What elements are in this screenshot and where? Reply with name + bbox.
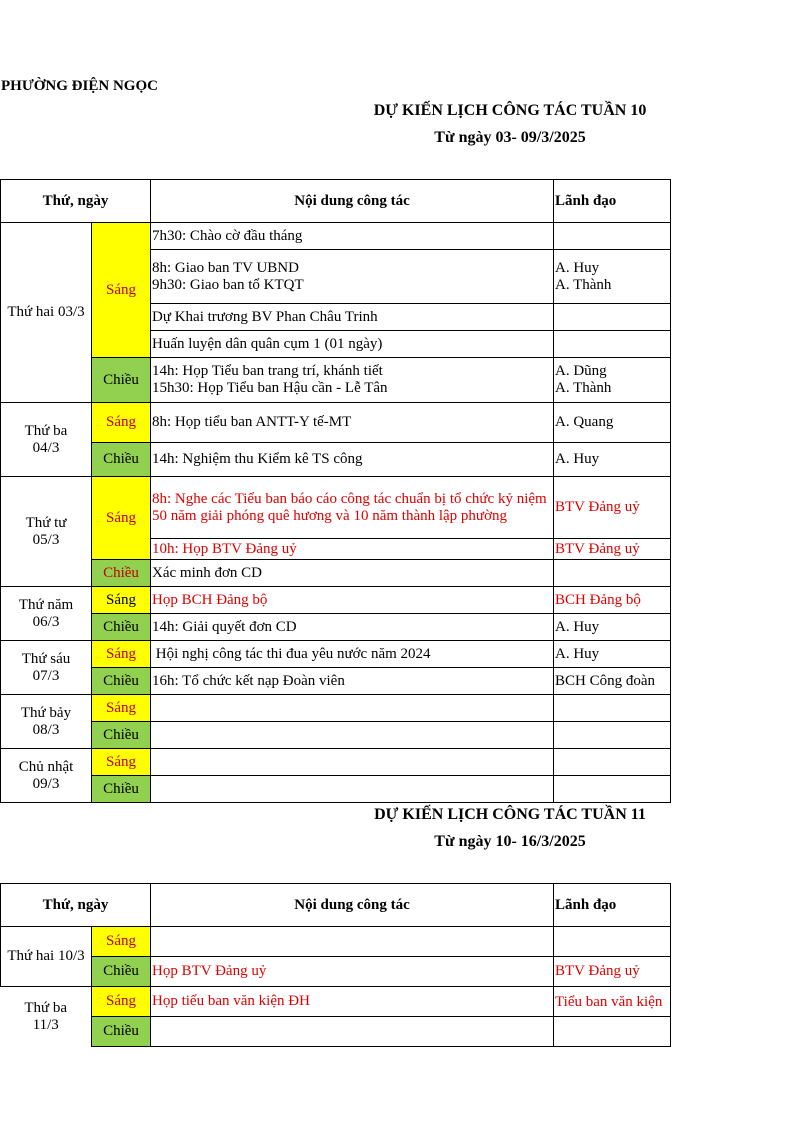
session-afternoon: Chiều [92,614,151,641]
content-cell: Xác minh đơn CD [151,560,554,587]
session-afternoon: Chiều [92,776,151,803]
day-cell: Thứ hai 10/3 [1,927,92,987]
day-cell: Thứ sáu 07/3 [1,641,92,695]
content-cell [151,749,554,776]
session-afternoon: Chiều [92,722,151,749]
table-row [1,477,671,539]
header-day: Thứ, ngày [1,180,151,223]
leader-cell: BTV Đảng uỷ [554,539,671,560]
session-morning: Sáng [92,749,151,776]
table-row [1,776,671,803]
leader-cell: Tiểu ban văn kiện [554,987,671,1017]
table-row [1,695,671,722]
session-morning: Sáng [92,641,151,668]
content-cell: Dự Khai trương BV Phan Châu Trinh [151,304,554,331]
leader-cell [554,560,671,587]
table-header-row [1,180,671,223]
table-row [1,668,671,695]
leader-cell: A. Dũng A. Thành [554,358,671,403]
table-row [1,641,671,668]
header-content: Nội dung công tác [151,884,554,927]
header-leader: Lãnh đạo [554,884,671,927]
table-row [1,927,671,957]
leader-cell: A. Huy [554,614,671,641]
week11-dates: Từ ngày 10- 16/3/2025 [434,833,586,850]
content-cell: 16h: Tổ chức kết nạp Đoàn viên [151,668,554,695]
week10-schedule-table [0,179,671,803]
leader-cell [554,223,671,250]
content-cell [151,722,554,749]
session-morning: Sáng [92,695,151,722]
leader-cell: A. Quang [554,403,671,443]
header-content: Nội dung công tác [151,180,554,223]
session-morning: Sáng [92,403,151,443]
leader-cell [554,722,671,749]
day-cell: Chủ nhật 09/3 [1,749,92,803]
table-row [1,443,671,477]
session-afternoon: Chiều [92,443,151,477]
leader-cell [554,304,671,331]
table-row [1,749,671,776]
content-cell: 10h: Họp BTV Đảng uỷ [151,539,554,560]
leader-cell: BTV Đảng uỷ [554,477,671,539]
day-cell: Thứ tư 05/3 [1,477,92,587]
table-row [1,223,671,250]
content-cell: Hội nghị công tác thi đua yêu nước năm 2024 [151,641,554,668]
session-morning: Sáng [92,587,151,614]
content-cell: Họp tiểu ban văn kiện ĐH [151,987,554,1017]
leader-cell: A. Huy [554,641,671,668]
session-morning: Sáng [92,223,151,358]
table-header-row [1,884,671,927]
leader-cell [554,695,671,722]
content-cell: Họp BTV Đảng uỷ [151,957,554,987]
leader-cell: BCH Công đoàn [554,668,671,695]
content-cell: 14h: Giải quyết đơn CD [151,614,554,641]
header-leader: Lãnh đạo [554,180,671,223]
leader-cell [554,927,671,957]
leader-cell: BCH Đảng bộ [554,587,671,614]
leader-cell: A. Huy [554,443,671,477]
content-cell [151,1017,554,1047]
leader-cell [554,776,671,803]
content-cell: 7h30: Chào cờ đầu tháng [151,223,554,250]
week10-title: DỰ KIẾN LỊCH CÔNG TÁC TUẦN 10 [373,102,647,119]
content-cell: 14h: Họp Tiểu ban trang trí, khánh tiết 15h30: Họp Tiểu ban Hậu cần - Lễ Tân [151,358,554,403]
table-row [1,614,671,641]
table-row [1,587,671,614]
content-cell: 8h: Giao ban TV UBND 9h30: Giao ban tổ KTQT [151,250,554,304]
content-cell [151,927,554,957]
content-cell [151,695,554,722]
table-row [1,957,671,987]
day-cell: Thứ ba 04/3 [1,403,92,477]
content-cell: 8h: Họp tiểu ban ANTT-Y tế-MT [151,403,554,443]
week10-dates: Từ ngày 03- 09/3/2025 [434,129,586,146]
table-row [1,403,671,443]
day-cell: Thứ năm 06/3 [1,587,92,641]
content-cell: Họp BCH Đảng bộ [151,587,554,614]
session-afternoon: Chiều [92,358,151,403]
table-row [1,987,671,1017]
table-row [1,1017,671,1047]
leader-cell: BTV Đảng uỷ [554,957,671,987]
day-cell: Thứ hai 03/3 [1,223,92,403]
session-afternoon: Chiều [92,1017,151,1047]
week11-schedule-table [0,883,671,1047]
leader-cell [554,331,671,358]
session-afternoon: Chiều [92,560,151,587]
day-cell: Thứ ba 11/3 [1,987,92,1047]
leader-cell [554,1017,671,1047]
leader-cell [554,749,671,776]
content-cell [151,776,554,803]
table-row [1,722,671,749]
week11-title: DỰ KIẾN LỊCH CÔNG TÁC TUẦN 11 [374,806,646,823]
day-cell: Thứ bảy 08/3 [1,695,92,749]
leader-cell: A. Huy A. Thành [554,250,671,304]
organization-name: PHƯỜNG ĐIỆN NGỌC [1,78,158,94]
content-cell: Huấn luyện dân quân cụm 1 (01 ngày) [151,331,554,358]
header-day: Thứ, ngày [1,884,151,927]
content-cell: 14h: Nghiệm thu Kiểm kê TS công [151,443,554,477]
content-cell: 8h: Nghe các Tiểu ban báo cáo công tác chuẩn bị tổ chức kỷ niệm 50 năm giải phóng quê hương và 10 năm thành lập phường [151,477,554,539]
session-afternoon: Chiều [92,668,151,695]
session-morning: Sáng [92,987,151,1017]
session-afternoon: Chiều [92,957,151,987]
session-morning: Sáng [92,477,151,560]
session-morning: Sáng [92,927,151,957]
table-row [1,358,671,403]
table-row [1,560,671,587]
